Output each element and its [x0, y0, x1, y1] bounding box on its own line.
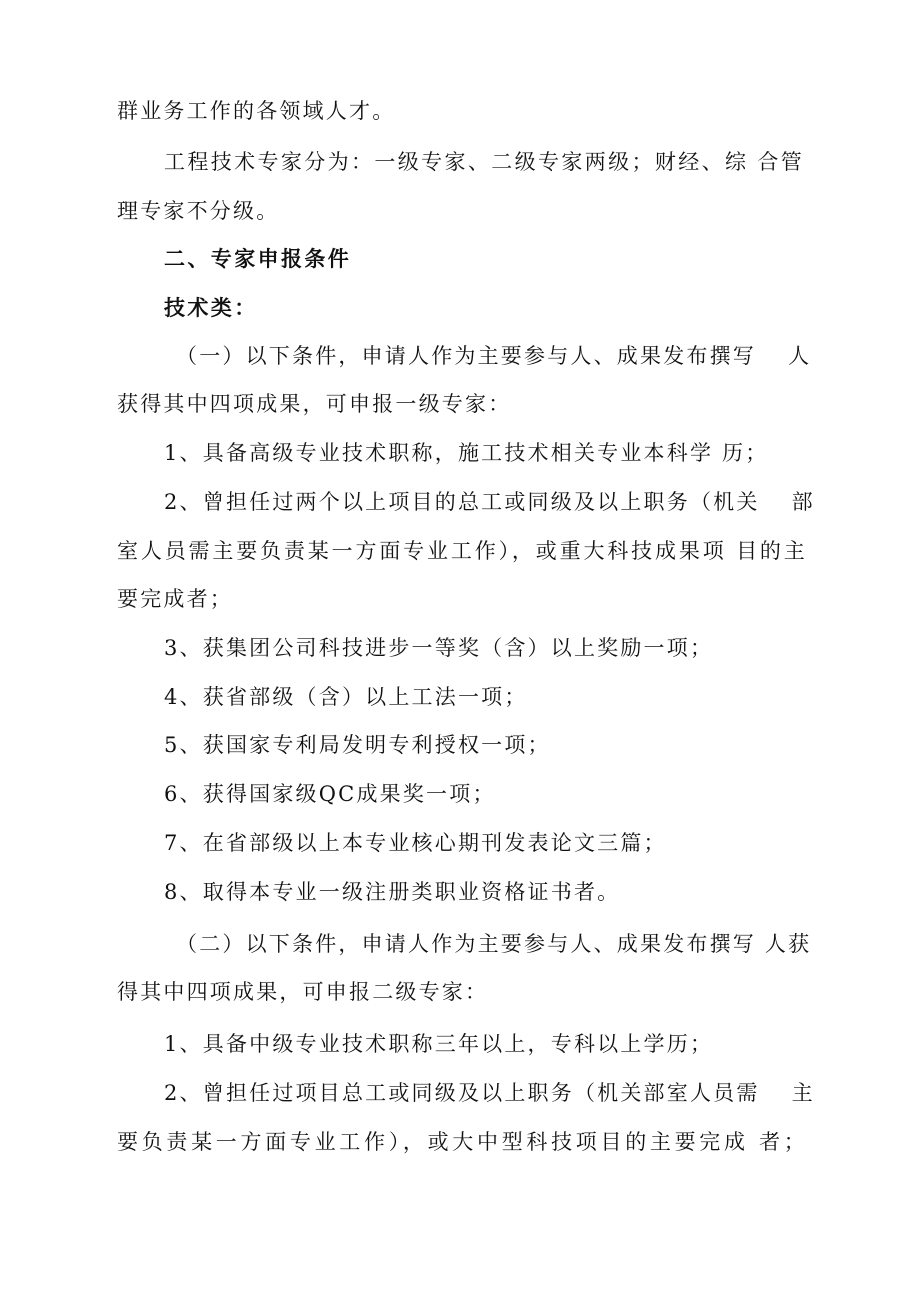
list-item: 2、曾担任过项目总工或同级及以上职务（机关部室人员需 主	[164, 1081, 815, 1105]
list-item: 5、获国家专利局发明专利授权一项；	[164, 733, 551, 757]
list-item: 1、具备高级专业技术职称，施工技术相关专业本科学 历；	[164, 441, 769, 465]
list-item: 3、获集团公司科技进步一等奖（含）以上奖励一项；	[164, 636, 714, 660]
paragraph-line: 要负责某一方面专业工作），或大中型科技项目的主要完成 者；	[117, 1130, 807, 1154]
list-item: 7、在省部级以上本专业核心期刊发表论文三篇；	[164, 831, 667, 855]
list-item: 2、曾担任过两个以上项目的总工或同级及以上职务（机关 部	[164, 490, 815, 514]
paragraph-line: 室人员需主要负责某一方面专业工作），或重大科技成果项 目的主	[117, 539, 807, 563]
paragraph-line: 工程技术专家分为：一级专家、二级专家两级；财经、综 合管	[164, 150, 804, 174]
subsection-heading: 技术类：	[164, 295, 258, 320]
paragraph-line: 要完成者；	[117, 587, 233, 611]
list-item: 6、获得国家级QC成果奖一项；	[164, 782, 496, 806]
paragraph-line: 理专家不分级。	[117, 199, 280, 223]
list-item: 1、具备中级专业技术职称三年以上，专科以上学历；	[164, 1032, 714, 1056]
paragraph-line: 得其中四项成果，可申报二级专家：	[117, 980, 489, 1004]
section-heading: 二、专家申报条件	[164, 246, 352, 271]
list-item: 8、取得本专业一级注册类职业资格证书者。	[164, 880, 621, 904]
paragraph-line: （一）以下条件，申请人作为主要参与人、成果发布撰写 人	[176, 344, 812, 368]
paragraph-line: 群业务工作的各领域人才。	[117, 99, 396, 123]
paragraph-line: 获得其中四项成果，可申报一级专家：	[117, 392, 512, 416]
list-item: 4、获省部级（含）以上工法一项；	[164, 685, 528, 709]
paragraph-line: （二）以下条件，申请人作为主要参与人、成果发布撰写 人获	[176, 932, 812, 956]
